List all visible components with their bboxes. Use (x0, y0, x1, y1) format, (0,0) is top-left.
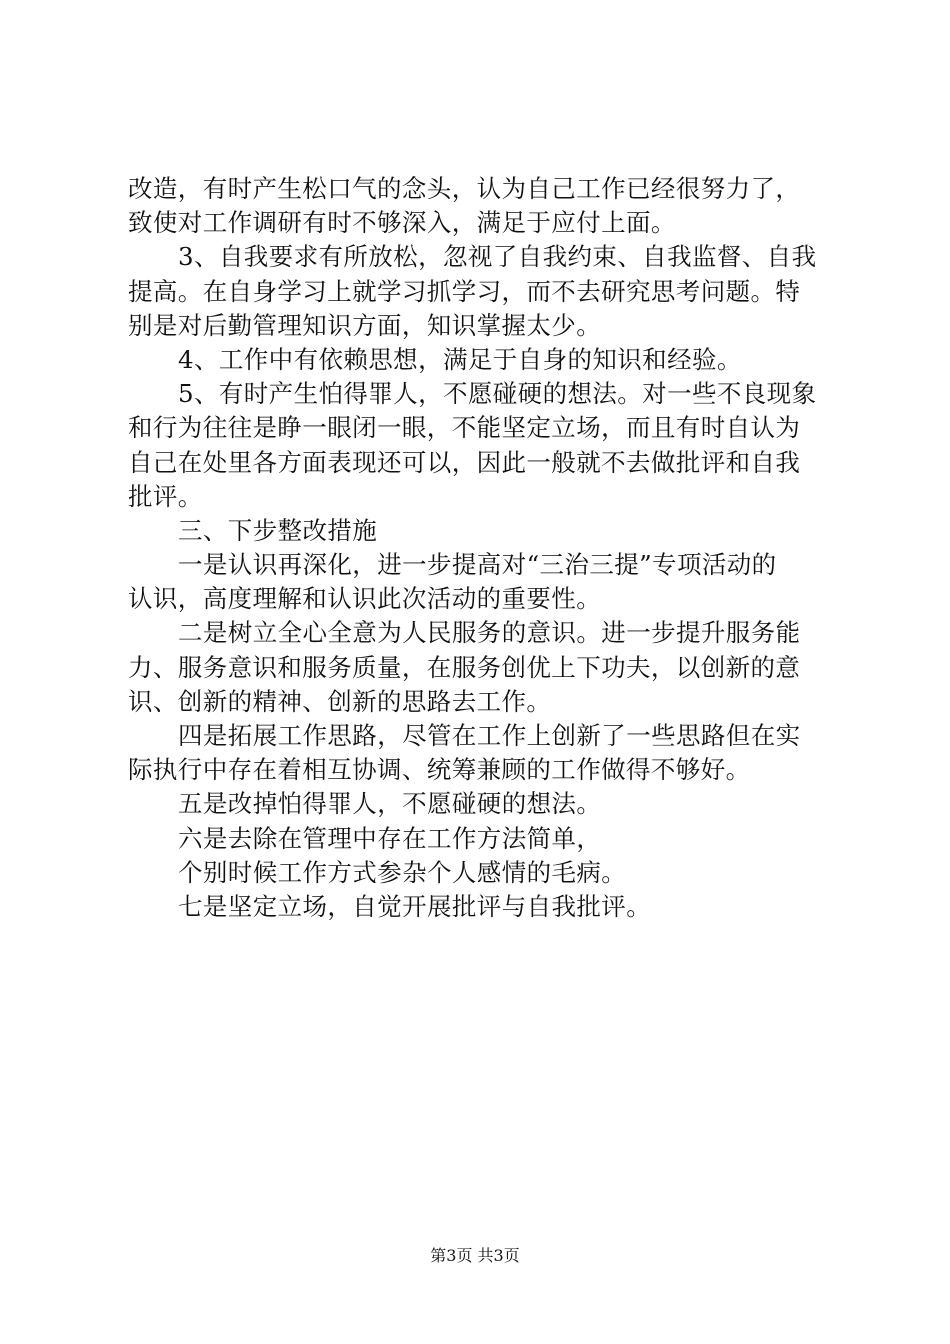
text-line: 和行为往往是睁一眼闭一眼，不能坚定立场，而且有时自认为 (128, 413, 801, 443)
text-line: 提高。在自身学习上就学习抓学习，而不去研究思考问题。特 (128, 276, 801, 306)
text-line: 识、创新的精神、创新的思路去工作。 (128, 686, 552, 716)
text-line: 七是坚定立场，自觉开展批评与自我批评。 (178, 891, 652, 921)
text-line: 认识，高度理解和认识此次活动的重要性。 (128, 584, 602, 614)
text-line: 3、自我要求有所放松，忽视了自我约束、自我监督、自我 (178, 242, 817, 272)
text-line: 批评。 (128, 481, 203, 511)
document-body (128, 172, 838, 924)
text-line: 改造，有时产生松口气的念头，认为自己工作已经很努力了， (128, 174, 801, 203)
text-line: 四是拓展工作思路，尽管在工作上创新了一些思路但在实 (178, 721, 801, 750)
text-line: 4、工作中有依赖思想，满足于自身的知识和经验。 (178, 344, 742, 374)
text-line: 个别时候工作方式参杂个人感情的毛病。 (178, 857, 627, 887)
text-line: 二是树立全心全意为人民服务的意识。进一步提升服务能 (178, 618, 801, 648)
text-line: 际执行中存在着相互协调、统筹兼顾的工作做得不够好。 (128, 755, 751, 785)
text-line: 五是改掉怕得罪人，不愿碰硬的想法。 (178, 789, 602, 819)
text-line: 力、服务意识和服务质量，在服务创优上下功夫，以创新的意 (128, 652, 801, 682)
text-line: 自己在处里各方面表现还可以，因此一般就不去做批评和自我 (128, 447, 801, 477)
text-line: 5、有时产生怕得罪人，不愿碰硬的想法。对一些不良现象 (178, 379, 817, 409)
text-line: 六是去除在管理中存在工作方法简单， (178, 823, 602, 853)
text-line: 致使对工作调研有时不够深入，满足于应付上面。 (128, 208, 676, 238)
text-line: 别是对后勤管理知识方面，知识掌握太少。 (128, 310, 602, 340)
section-heading: 三、下步整改措施 (178, 515, 378, 545)
page-footer: 第3页 共3页 (430, 1246, 520, 1265)
text-line: 一是认识再深化，进一步提高对“三治三提”专项活动的 (178, 550, 777, 580)
